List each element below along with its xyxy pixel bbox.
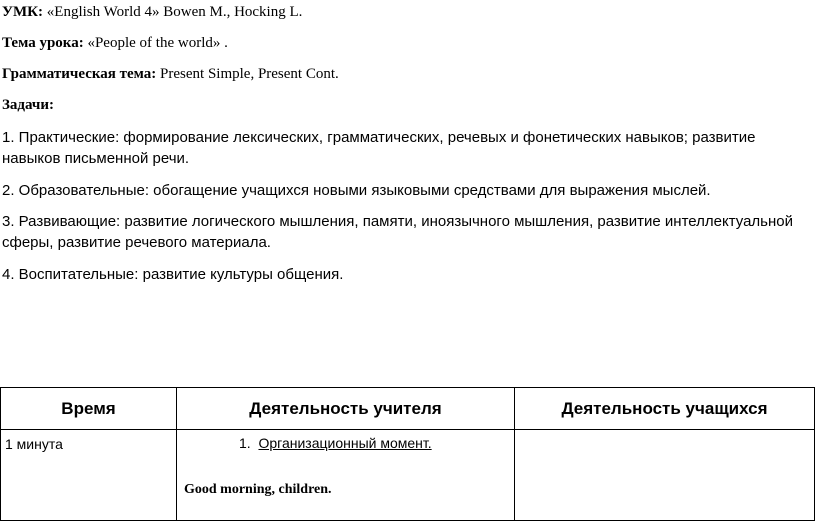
- column-header-students: Деятельность учащихся: [515, 388, 815, 430]
- grammar-value: Present Simple, Present Cont.: [160, 66, 339, 82]
- topic-label: Тема урока:: [2, 35, 84, 51]
- column-header-teacher: Деятельность учителя: [177, 388, 515, 430]
- topic-value: «People of the world» .: [87, 35, 228, 51]
- task-item-educational: 2. Образовательные: обогащение учащихся новыми языковыми средствами для выражения мыслей.: [2, 182, 711, 199]
- column-header-time: Время: [1, 388, 177, 430]
- grammar-line: [2, 65, 339, 83]
- task-item-developmental: 3. Развивающие: развитие логического мышления, памяти, иноязычного мышления, развитие интеллектуальной сферы, развитие речевого материала.: [2, 213, 793, 251]
- tasks-heading: [2, 96, 54, 114]
- students-activity-cell: [515, 430, 815, 521]
- lesson-plan-table: [0, 387, 815, 521]
- table-header-row: [1, 388, 815, 430]
- table-row: [1, 430, 815, 521]
- time-value: 1 минута: [5, 436, 63, 452]
- umk-line: [2, 3, 302, 21]
- task-item-upbringing: 4. Воспитательные: развитие культуры общения.: [2, 266, 344, 283]
- grammar-label: Грамматическая тема:: [2, 66, 157, 82]
- step-title: Организационный момент.: [258, 435, 432, 451]
- time-cell: [1, 430, 177, 521]
- umk-value: «English World 4» Bowen M., Hocking L.: [46, 4, 303, 20]
- task-item-practical: 1. Практические: формирование лексических, грамматических, речевых и фонетических навыков; развитие навыков письменной речи.: [2, 129, 756, 167]
- umk-label: УМК:: [2, 4, 44, 20]
- topic-line: [2, 34, 228, 52]
- step-number: 1.: [239, 435, 251, 451]
- teacher-activity-cell: [177, 430, 515, 521]
- tasks-label: Задачи:: [2, 97, 55, 113]
- step-heading: [177, 430, 514, 451]
- teacher-speech: Good morning, children.: [184, 482, 332, 497]
